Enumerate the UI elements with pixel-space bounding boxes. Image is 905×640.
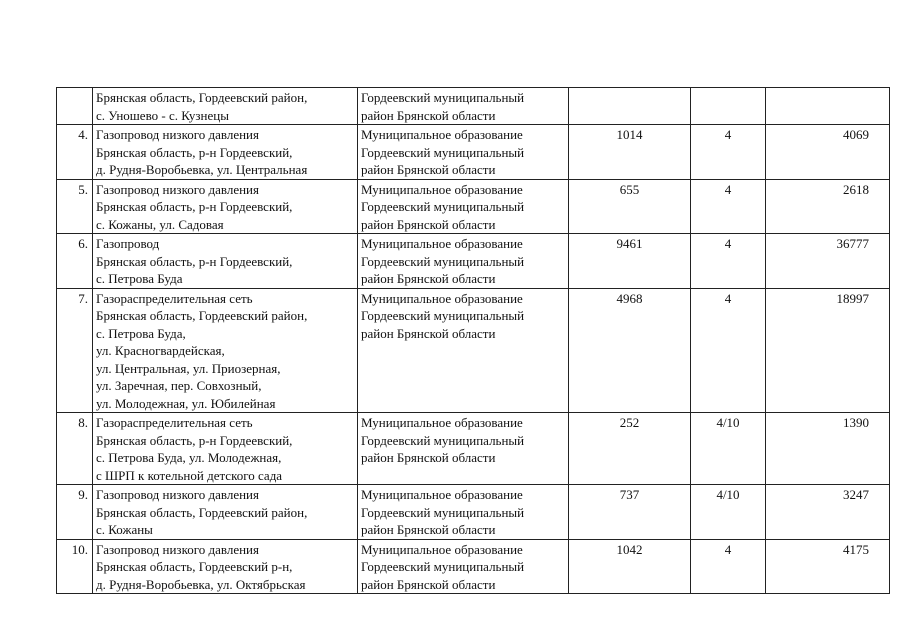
- length: 9461: [569, 234, 691, 289]
- value: 18997: [766, 288, 890, 413]
- length: 737: [569, 485, 691, 540]
- table-row: [57, 288, 890, 413]
- object-description: Газопровод низкого давления Брянская область, р-н Гордеевский, с. Кожаны, ул. Садовая: [93, 179, 358, 234]
- category: 4: [691, 288, 766, 413]
- table-row: [57, 413, 890, 485]
- object-description: Газораспределительная сеть Брянская область, Гордеевский район, с. Петрова Буда, ул. Красногвардейская, ул. Центральная, ул. Приозерная, ул. Заречная, пер. Совхозный, ул. Молодежная, ул. Юбилейная: [93, 288, 358, 413]
- length: 1042: [569, 539, 691, 594]
- value: 4175: [766, 539, 890, 594]
- length: 252: [569, 413, 691, 485]
- owner: Муниципальное образование Гордеевский муниципальный район Брянской области: [358, 125, 569, 180]
- category: 4: [691, 234, 766, 289]
- category: 4: [691, 125, 766, 180]
- row-number: 9.: [57, 485, 93, 540]
- table-row: [57, 234, 890, 289]
- category: 4/10: [691, 485, 766, 540]
- row-number: [57, 88, 93, 125]
- value: [766, 88, 890, 125]
- row-number: 5.: [57, 179, 93, 234]
- value: 1390: [766, 413, 890, 485]
- length: 655: [569, 179, 691, 234]
- table-row: [57, 179, 890, 234]
- table-row: [57, 88, 890, 125]
- value: 4069: [766, 125, 890, 180]
- owner: Муниципальное образование Гордеевский муниципальный район Брянской области: [358, 485, 569, 540]
- row-number: 10.: [57, 539, 93, 594]
- object-description: Газопровод низкого давления Брянская область, р-н Гордеевский, д. Рудня-Воробьевка, ул. Центральная: [93, 125, 358, 180]
- length: 4968: [569, 288, 691, 413]
- owner: Муниципальное образование Гордеевский муниципальный район Брянской области: [358, 539, 569, 594]
- value: 36777: [766, 234, 890, 289]
- object-description: Газопровод низкого давления Брянская область, Гордеевский р-н, д. Рудня-Воробьевка, ул. Октябрьская: [93, 539, 358, 594]
- row-number: 7.: [57, 288, 93, 413]
- table-row: [57, 485, 890, 540]
- object-description: Газопровод низкого давления Брянская область, Гордеевский район, с. Кожаны: [93, 485, 358, 540]
- object-description: Газораспределительная сеть Брянская область, р-н Гордеевский, с. Петрова Буда, ул. Молодежная, с ШРП к котельной детского сада: [93, 413, 358, 485]
- row-number: 4.: [57, 125, 93, 180]
- category: 4/10: [691, 413, 766, 485]
- table-row: [57, 125, 890, 180]
- length: 1014: [569, 125, 691, 180]
- category: 4: [691, 179, 766, 234]
- table-row: [57, 539, 890, 594]
- row-number: 8.: [57, 413, 93, 485]
- category: 4: [691, 539, 766, 594]
- owner: Муниципальное образование Гордеевский муниципальный район Брянской области: [358, 234, 569, 289]
- owner: Гордеевский муниципальный район Брянской области: [358, 88, 569, 125]
- owner: Муниципальное образование Гордеевский муниципальный район Брянской области: [358, 179, 569, 234]
- value: 2618: [766, 179, 890, 234]
- value: 3247: [766, 485, 890, 540]
- category: [691, 88, 766, 125]
- owner: Муниципальное образование Гордеевский муниципальный район Брянской области: [358, 413, 569, 485]
- object-description: Газопровод Брянская область, р-н Гордеевский, с. Петрова Буда: [93, 234, 358, 289]
- object-description: Брянская область, Гордеевский район, с. Уношево - с. Кузнецы: [93, 88, 358, 125]
- row-number: 6.: [57, 234, 93, 289]
- owner: Муниципальное образование Гордеевский муниципальный район Брянской области: [358, 288, 569, 413]
- registry-table: [56, 87, 890, 594]
- length: [569, 88, 691, 125]
